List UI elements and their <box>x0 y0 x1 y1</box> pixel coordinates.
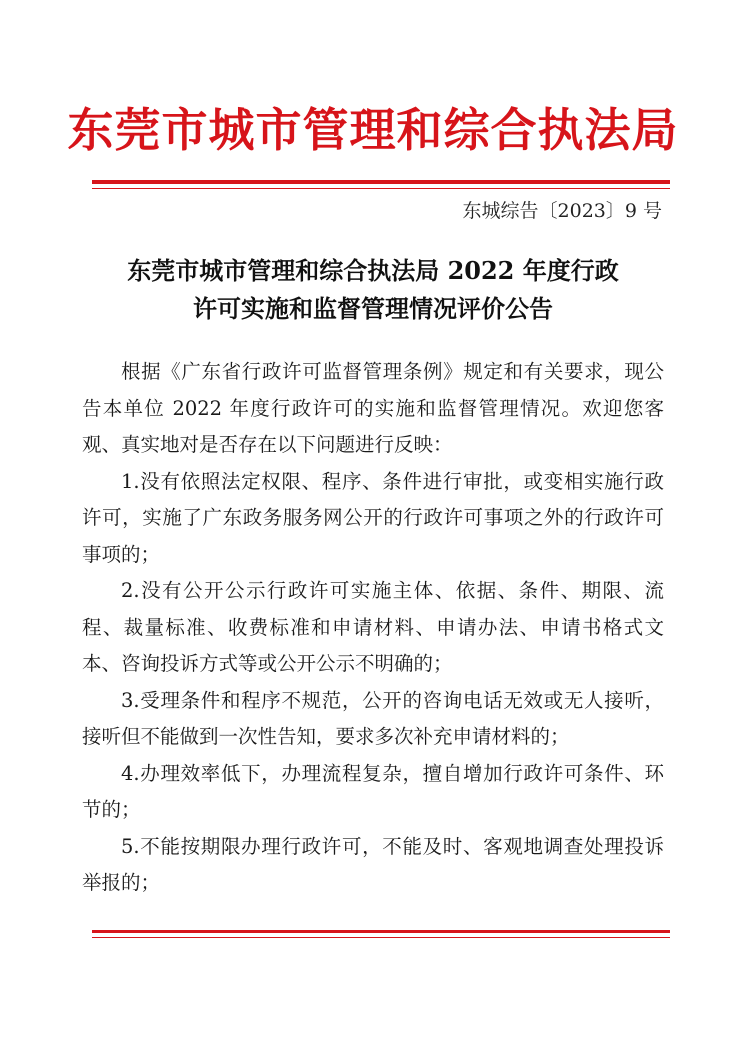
agency-header-title: 东莞市城市管理和综合执法局 <box>67 103 679 157</box>
body-intro-paragraph: 根据《广东省行政许可监督管理条例》规定和有关要求，现公告本单位 2022 年度行政许可的实施和监督管理情况。欢迎您客观、真实地对是否存在以下问题进行反映： <box>82 360 664 456</box>
footer-red-rule-thin <box>92 937 670 938</box>
document-title-line-2: 许可实施和监督管理情况评价公告 <box>193 294 553 323</box>
footer-red-rule-thick <box>92 930 670 933</box>
body-item-2: 2.没有公开公示行政许可实施主体、依据、条件、期限、流程、裁量标准、收费标准和申请材料、申请办法、申请书格式文本、咨询投诉方式等或公开公示不明确的； <box>82 579 664 675</box>
body-item-1: 1.没有依照法定权限、程序、条件进行审批，或变相实施行政许可，实施了广东政务服务网公开的行政许可事项之外的行政许可事项的； <box>82 469 664 566</box>
body-item-3: 3.受理条件和程序不规范，公开的咨询电话无效或无人接听，接听但不能做到一次性告知，要求多次补充申请材料的； <box>82 688 664 748</box>
body-item-5: 5.不能按期限办理行政许可，不能及时、客观地调查处理投诉举报的； <box>82 834 664 894</box>
header-red-rule-thick <box>92 180 670 184</box>
document-number: 东城综告〔2023〕9 号 <box>462 200 662 222</box>
document-title-line-1: 东莞市城市管理和综合执法局 2022 年度行政 <box>127 256 619 285</box>
body-item-4: 4.办理效率低下，办理流程复杂，擅自增加行政许可条件、环节的； <box>82 761 664 821</box>
document-title <box>60 252 686 328</box>
header-red-rule-thin <box>92 188 670 189</box>
document-body <box>82 354 664 902</box>
